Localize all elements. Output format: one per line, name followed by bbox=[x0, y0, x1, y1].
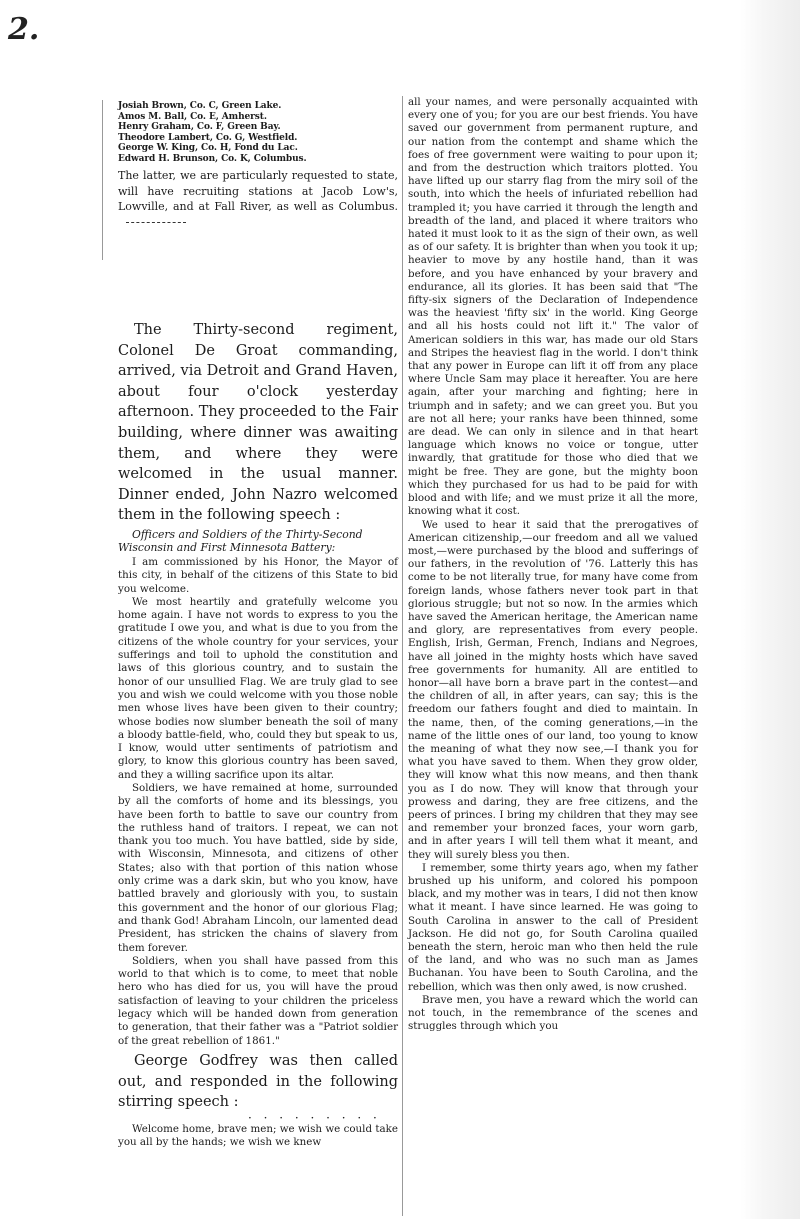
godfrey-speech-paragraph: Brave men, you have a reward which the world can not touch, in the remembrance of the scenes and struggles through which you bbox=[408, 993, 698, 1033]
name-list-item: Amos M. Ball, Co. E, Amherst. bbox=[118, 111, 267, 122]
speech-heading: Officers and Soldiers of the Thirty-Second Wisconsin and First Minnesota Battery: bbox=[118, 527, 363, 554]
name-list-item: Josiah Brown, Co. C, Green Lake. bbox=[118, 101, 282, 111]
speech-paragraph: We most heartily and gratefully welcome you home again. I have not words to express to you the gratitude I owe you, and what is due to you from the citizens of the whole country for your services, your sufferings and toil to uphold the constitution and laws of this glorious country, and to sustain the honor of our unsullied Flag. We are truly glad to see you and wish we could welcome with you those noble men whose lives have been given to their country; whose bodies now slumber beneath the soil of many a bloody battle-field, who, could they but speak to us, I know, would utter sentiments of patriotism and glory, to know this glorious country has been saved, and they a willing sacrifice upon its altar. bbox=[118, 595, 398, 781]
section-divider bbox=[126, 222, 186, 223]
page-edge-shadow bbox=[740, 0, 800, 1219]
page-number: 2. bbox=[8, 12, 40, 47]
name-list-item: Henry Graham, Co. F, Green Bay. bbox=[118, 122, 281, 132]
speech-paragraph: I am commissioned by his Honor, the Mayor of this city, in behalf of the citizens of this State to bid you welcome. bbox=[118, 555, 398, 595]
center-column-rule bbox=[402, 96, 403, 1216]
godfrey-speech-paragraph: We used to hear it said that the prerogatives of American citizenship,—our freedom and all we valued most,—were purchased by the blood and sufferings of our fathers, in the revolution of '76. Latterly this has come to be not literally true, for many have come from foreign lands, whose fathers never took part in that glorious struggle; but not so now. In the armies which have saved the American heritage, the American name and glory, are representatives from every people. English, Irish, German, French, Indians and Negroes, have all joined in the mighty hosts which have saved free governments for humanity. All are entitled to honor—all have born a brave part in the contest—and the children of all, in after years, can say; this is the freedom our fathers fought and died to maintain. In the name, then, of the coming generations,—in the name of the little ones of our land, too young to know the meaning of what they now see,—I thank you for what you have saved to them. When they grow older, they will know what this now means, and then thank you as I do now. They will know that through your prowess and daring, they are free citizens, and the peers of princes. I bring my children that they may see and remember your bronzed faces, your worn garb, and in after years I will tell them what it meant, and they will surely bless you then. bbox=[408, 518, 698, 861]
recruiting-note: The latter, we are particularly requested to state, will have recruiting stations at Jacob Low's, Lowville, and at Fall River, as well as Columbus. bbox=[118, 168, 398, 230]
right-column bbox=[408, 96, 698, 1033]
godfrey-intro: George Godfrey was then called out, and responded in the following stirring speech : bbox=[118, 1052, 398, 1111]
name-list-item: George W. King, Co. H, Fond du Lac. bbox=[118, 143, 298, 153]
dot-ornament: · · · · · · · · · bbox=[248, 1110, 381, 1125]
godfrey-speech-paragraph: all your names, and were personally acquainted with every one of you; for you are our best friends. You have saved our government from permanent rupture, and our nation from the contempt and shame which the foes of free government were waiting to pour upon it; and from the destruction which traitors plotted. You have lifted up our starry flag from the miry soil of the south, into which the heels of infuriated rebellion had trampled it; you have carried it through the length and breadth of the land, and placed it where traitors who hated it must look to it as the sign of their own, as well as of our safety. It is brighter than when you took it up; heavier to move by any hostile hand, than it was before, and you have enhanced by your bravery and endurance, all its glories. It has been said that "The fifty-six signers of the Declaration of Independence was the heaviest 'fifty six' in the world. King George and all his hosts could not lift it." The valor of American soldiers in this war, has made our old Stars and Stripes the heaviest flag in the world. I don't think that any power in Europe can lift it off from any place where Uncle Sam may place it hereafter. You are here again, after your marching and fighting; here in triumph and in safety; and we can greet you. But you are not all here; your ranks have been thinned, some are dead. We can only in silence and in that heart language which knows no voice or tongue, utter inwardly, that gratitude for those who died that we might be free. They are gone, but the mighty boon which they purchased for us had to be paid for with blood and with life; and we must prize it all the more, knowing what it cost. bbox=[408, 96, 698, 518]
article-intro: The Thirty-second regiment, Colonel De Groat commanding, arrived, via Detroit and Grand Haven, about four o'clock yesterday afternoon. They proceeded to the Fair building, where dinner was awaiting them, and where they were welcomed in the usual manner. Dinner ended, John Nazro welcomed them in the following speech : bbox=[118, 322, 398, 524]
speech-paragraph: Soldiers, when you shall have passed from this world to that which is to come, to meet that noble hero who has died for us, you will have the proud satisfaction of leaving to your children the priceless legacy which will be handed down from generation to generation, that their father was a "Patriot soldier of the great rebellion of 1861." bbox=[118, 954, 398, 1047]
name-list-item: Edward H. Brunson, Co. K, Columbus. bbox=[118, 153, 307, 164]
left-column-rule bbox=[102, 100, 103, 260]
speech-paragraph: Soldiers, we have remained at home, surrounded by all the comforts of home and its blessings, you have been forth to battle to save our country from the ruthless hand of traitors. I repeat, we can not thank you too much. You have battled, side by side, with Wisconsin, Minnesota, and citizens of other States; also with that portion of this nation whose only crime was a dark skin, but who you know, have battled bravely and gloriously with you, to sustain this government and the honor of our glorious Flag; and thank God! Abraham Lincoln, our lamented dead President, has stricken the chains of slavery from them forever. bbox=[118, 781, 398, 954]
soldier-name-list bbox=[118, 101, 398, 164]
name-list-item: Theodore Lambert, Co. G, Westfield. bbox=[118, 132, 298, 143]
godfrey-speech-paragraph: I remember, some thirty years ago, when my father brushed up his uniform, and colored his pompoon black, and my mother was in tears, I did not then know what it meant. I have since learned. He was going to South Carolina in answer to the call of President Jackson. He did not go, for South Carolina quailed beneath the stern, heroic man who then held the rule of the land, and who was no such man as James Buchanan. You have been to South Carolina, and the rebellion, which was then only awed, is now crushed. bbox=[408, 861, 698, 993]
godfrey-speech-start: Welcome home, brave men; we wish we could take you all by the hands; we wish we knew bbox=[118, 1122, 398, 1148]
left-column bbox=[118, 101, 398, 1149]
